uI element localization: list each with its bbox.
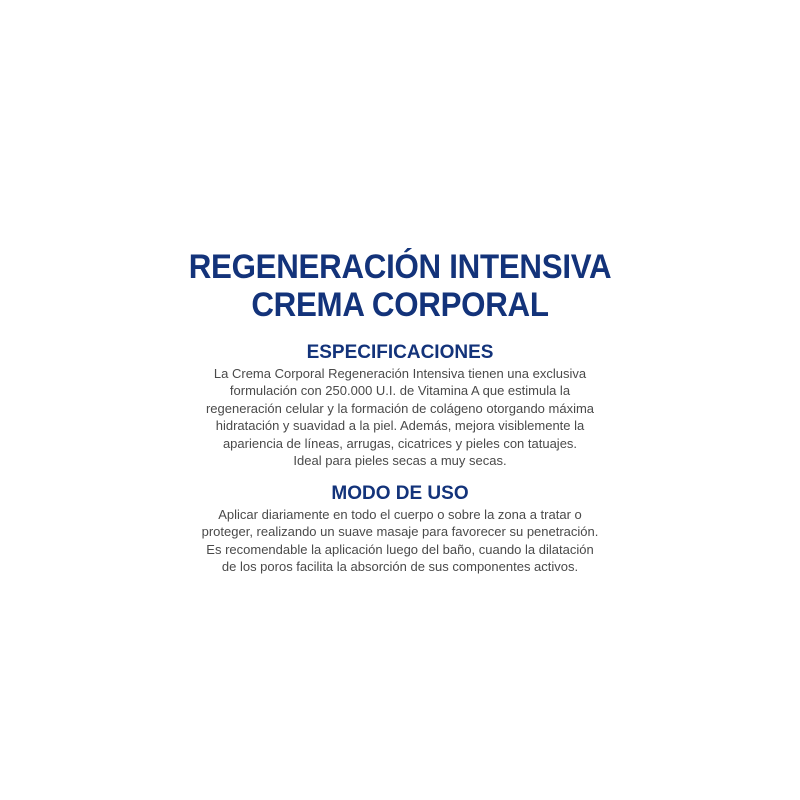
usage-text <box>0 506 800 576</box>
specifications-line: La Crema Corporal Regeneración Intensiva tienen una exclusiva <box>213 366 587 381</box>
usage-line: de los poros facilita la absorción de sus componentes activos. <box>221 559 579 575</box>
product-title-line-1: REGENERACIÓN INTENSIVA <box>188 248 612 286</box>
specifications-heading: ESPECIFICACIONES <box>306 342 494 363</box>
specifications-line: Ideal para pieles secas a muy secas. <box>293 453 507 469</box>
product-title-line-2: CREMA CORPORAL <box>251 286 549 324</box>
usage-line: Es recomendable la aplicación luego del baño, cuando la dilatación <box>206 541 594 557</box>
specifications-section <box>0 342 800 469</box>
specifications-line: regeneración celular y la formación de colágeno otorgando máxima <box>205 400 595 416</box>
specifications-line: formulación con 250.000 U.I. de Vitamina A que estimula la <box>229 383 571 399</box>
usage-line: proteger, realizando un suave masaje para favorecer su penetración. <box>201 524 599 540</box>
specifications-text <box>0 365 800 469</box>
usage-heading: MODO DE USO <box>331 483 469 504</box>
specifications-line: apariencia de líneas, arrugas, cicatrices y pieles con tatuajes. <box>222 435 578 451</box>
usage-line: Aplicar diariamente en todo el cuerpo o sobre la zona a tratar o <box>218 507 582 522</box>
specifications-line: hidratación y suavidad a la piel. Además, mejora visiblemente la <box>215 418 585 434</box>
usage-section <box>0 483 800 576</box>
product-title <box>0 248 800 324</box>
